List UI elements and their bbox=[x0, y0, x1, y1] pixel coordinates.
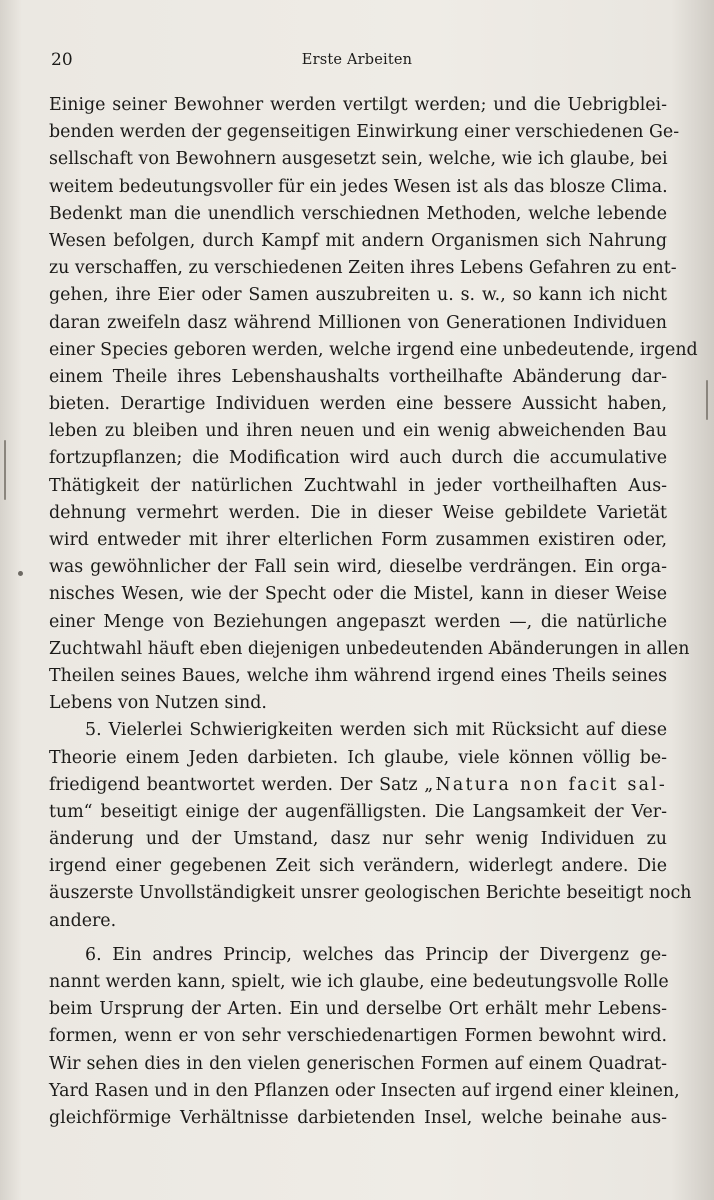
text-line: Lebens von Nutzen sind. bbox=[49, 693, 267, 714]
text-line: wird entweder mit ihrer elterlichen Form zusammen existiren oder, bbox=[49, 530, 667, 550]
text-line: sellschaft von Bewohnern ausgesetzt sein, welche, wie ich glaube, bei bbox=[49, 149, 668, 170]
text-line: andere. bbox=[49, 910, 117, 931]
text-line: formen, wenn er von sehr verschiedenartigen Formen bewohnt wird. bbox=[49, 1026, 667, 1047]
text-line-with-quote bbox=[49, 772, 667, 799]
text-line: benden werden der gegenseitigen Einwirkung einer verschiedenen Ge- bbox=[49, 122, 680, 143]
running-head: Erste Arbeiten bbox=[301, 52, 413, 68]
text-line: Theilen seines Baues, welche ihm während irgend eines Theils seines bbox=[49, 665, 667, 686]
body-text bbox=[49, 92, 698, 1132]
text-line: 5. Vielerlei Schwierigkeiten werden sich mit Rücksicht auf diese bbox=[85, 720, 667, 741]
text-line: nisches Wesen, wie der Specht oder die Mistel, kann in dieser Weise bbox=[49, 584, 667, 605]
text-line: Thätigkeit der natürlichen Zuchtwahl in jeder vortheilhaften Aus- bbox=[49, 475, 667, 496]
text-line: einer Menge von Beziehungen angepaszt werden —, die natürliche bbox=[49, 611, 667, 632]
page-number: 20 bbox=[51, 50, 73, 70]
text-line: gleichförmige Verhältnisse darbietenden Insel, welche beinahe aus- bbox=[49, 1107, 667, 1128]
paragraph-gap bbox=[49, 935, 667, 942]
text-line: fortzupflanzen; die Modification wird auch durch die accumulative bbox=[49, 448, 667, 469]
text-line: weitem bedeutungsvoller für ein jedes Wesen ist als das blosze Clima. bbox=[49, 176, 668, 197]
text-line: einem Theile ihres Lebenshaushalts vortheilhafte Abänderung dar- bbox=[49, 366, 667, 387]
spaced-quote: „Natura non facit sal- bbox=[424, 774, 667, 795]
page-header bbox=[49, 50, 665, 74]
text-line: dehnung vermehrt werden. Die in dieser Weise gebildete Varietät bbox=[49, 502, 667, 523]
text-line: gehen, ihre Eier oder Samen auszubreiten u. s. w., so kann ich nicht bbox=[49, 285, 667, 306]
text-segment: friedigend beantwortet werden. Der Satz bbox=[49, 774, 418, 795]
text-line: Yard Rasen und in den Pflanzen oder Insecten auf irgend einer kleinen, bbox=[49, 1080, 680, 1101]
text-line: bieten. Derartige Individuen werden eine bessere Aussicht haben, bbox=[49, 394, 667, 415]
text-line: änderung und der Umstand, dasz nur sehr wenig Individuen zu bbox=[49, 829, 667, 850]
binding-edge-mark bbox=[4, 440, 6, 500]
text-line: daran zweifeln dasz während Millionen von Generationen Individuen bbox=[49, 312, 667, 333]
text-line: leben zu bleiben und ihren neuen und ein wenig abweichenden Bau bbox=[49, 421, 667, 442]
text-line: nannt werden kann, spielt, wie ich glaube, eine bedeutungsvolle Rolle bbox=[49, 972, 669, 992]
text-line: zu verschaffen, zu verschiedenen Zeiten ihres Lebens Gefahren zu ent- bbox=[49, 258, 677, 279]
text-line: tum“ beseitigt einige der augenfälligsten. Die Langsamkeit der Ver- bbox=[49, 801, 667, 822]
text-line: einer Species geboren werden, welche irgend eine unbedeutende, irgend bbox=[49, 339, 698, 360]
text-line: Zuchtwahl häuft eben diejenigen unbedeutenden Abänderungen in allen bbox=[49, 638, 690, 659]
paper-speck bbox=[18, 571, 23, 576]
text-line: beim Ursprung der Arten. Ein und derselbe Ort erhält mehr Lebens- bbox=[49, 999, 667, 1020]
text-line: Theorie einem Jeden darbieten. Ich glaube, viele können völlig be- bbox=[49, 747, 667, 768]
text-line: Wir sehen dies in den vielen generischen Formen auf einem Quadrat- bbox=[49, 1053, 667, 1074]
text-line: Bedenkt man die unendlich verschiednen Methoden, welche lebende bbox=[49, 203, 667, 224]
text-line: äuszerste Unvollständigkeit unsrer geologischen Berichte beseitigt noch bbox=[49, 883, 692, 904]
text-line: was gewöhnlicher der Fall sein wird, dieselbe verdrängen. Ein orga- bbox=[49, 557, 667, 578]
text-line: irgend einer gegebenen Zeit sich verändern, widerlegt andere. Die bbox=[49, 856, 667, 877]
text-line: Einige seiner Bewohner werden vertilgt werden; und die Uebrigblei- bbox=[49, 95, 667, 115]
text-line: 6. Ein andres Princip, welches das Princip der Divergenz ge- bbox=[85, 944, 667, 965]
page-edge-mark bbox=[706, 380, 708, 420]
text-line: Wesen befolgen, durch Kampf mit andern Organismen sich Nahrung bbox=[49, 230, 667, 251]
